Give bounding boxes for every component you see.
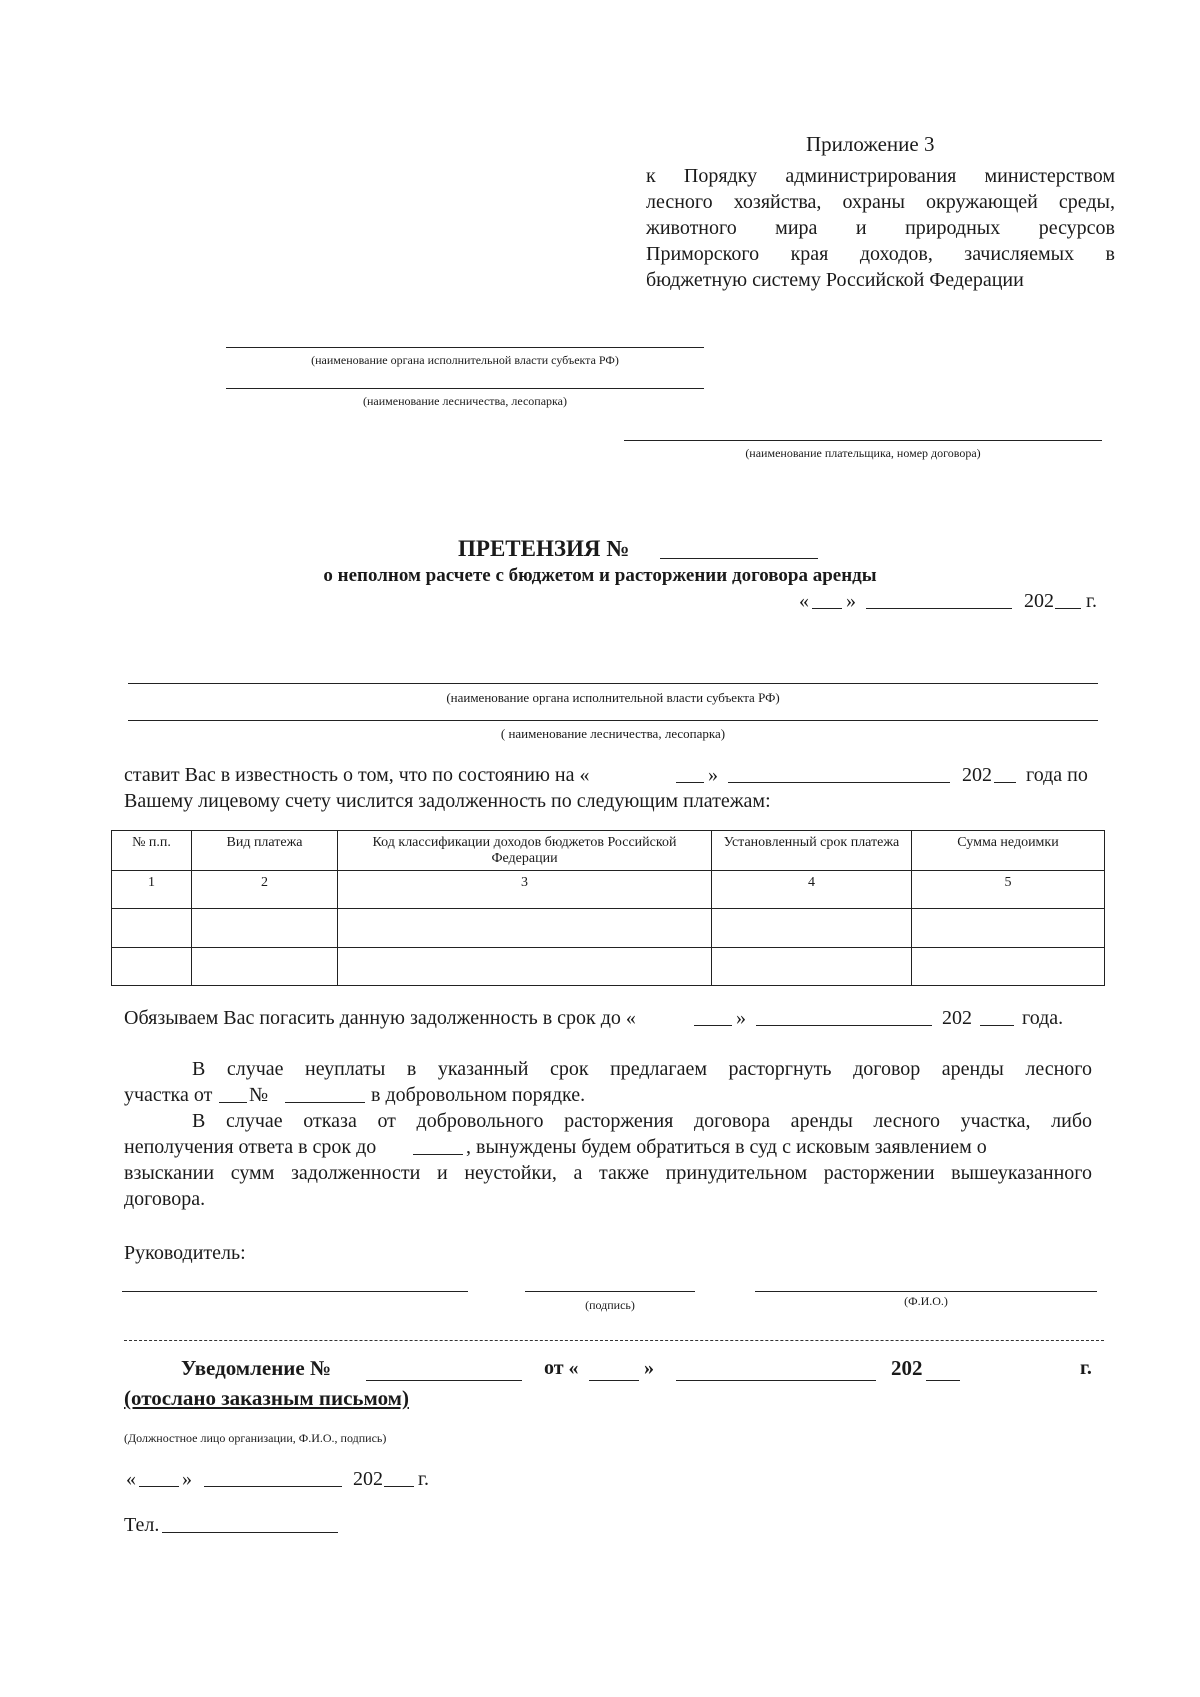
paragraph-2-part-1: неполучения ответа в срок до <box>124 1136 377 1158</box>
notice-year-suffix: г. <box>1080 1357 1092 1379</box>
header-budget-code: Код классификации доходов бюджетов Российской Федерации <box>338 831 712 871</box>
paragraph-2-line-1: В случае отказа от добровольного расторжения договора аренды лесного участка, либо <box>192 1110 1092 1132</box>
notice-close: » <box>644 1357 654 1379</box>
head-label: Руководитель: <box>124 1242 246 1264</box>
table-cell[interactable] <box>192 948 338 986</box>
column-number-1: 1 <box>112 871 192 909</box>
intro-part-1: ставит Вас в известность о том, что по состоянию на « <box>124 764 590 786</box>
table-cell[interactable] <box>192 909 338 948</box>
signature-caption: (подпись) <box>585 1298 635 1312</box>
column-number-4: 4 <box>712 871 912 909</box>
header-payment-type: Вид платежа <box>192 831 338 871</box>
notice-day-line[interactable] <box>589 1380 639 1381</box>
paragraph-1-part-1: участка от <box>124 1084 213 1106</box>
claim-date-year-suffix: г. <box>1086 590 1097 612</box>
appendix-title: Приложение 3 <box>806 132 935 156</box>
notice-date-suffix: г. <box>418 1468 429 1490</box>
authority-name-caption: (наименование органа исполнительной власти субъекта РФ) <box>311 353 619 367</box>
paragraph-2-line-3: взыскании сумм задолженности и неустойки, а также принудительном расторжении вышеуказанного <box>124 1162 1092 1184</box>
sender-forestry-caption: ( наименование лесничества, лесопарка) <box>500 726 726 741</box>
claim-subtitle: о неполном расчете с бюджетом и расторжении договора аренды <box>323 565 877 586</box>
debt-table <box>111 830 1105 986</box>
header-arrears-amount: Сумма недоимки <box>912 831 1105 871</box>
table-cell[interactable] <box>338 909 712 948</box>
claim-date-open: « <box>799 590 809 612</box>
header-due-date: Установленный срок платежа <box>712 831 912 871</box>
notice-year: 202 <box>891 1356 923 1380</box>
intro-day-line[interactable] <box>676 782 704 783</box>
payer-name-caption: (наименование плательщика, номер договора) <box>745 446 981 460</box>
sender-authority-caption: (наименование органа исполнительной власти субъекта РФ) <box>446 690 780 705</box>
cut-line-separator <box>124 1340 1104 1341</box>
head-position-line[interactable] <box>122 1291 468 1292</box>
notice-from: от « <box>544 1357 579 1379</box>
notice-date-month-line[interactable] <box>204 1486 342 1487</box>
appendix-line-5: бюджетную систему Российской Федерации <box>646 269 1024 291</box>
table-column-numbers-row <box>112 871 1105 909</box>
obligation-year-line[interactable] <box>980 1025 1014 1026</box>
phone-label: Тел. <box>124 1514 160 1536</box>
claim-number-line[interactable] <box>660 558 818 559</box>
table-row <box>112 909 1105 948</box>
contract-date-line[interactable] <box>219 1102 247 1103</box>
table-header-row <box>112 831 1105 871</box>
full-name-line[interactable] <box>755 1291 1097 1292</box>
header-number: № п.п. <box>112 831 192 871</box>
column-number-2: 2 <box>192 871 338 909</box>
sender-authority-line[interactable] <box>128 683 1098 684</box>
notice-sent-note: (отослано заказным письмом) <box>124 1386 409 1410</box>
claim-date-close: » <box>846 590 856 612</box>
claim-date-year-line[interactable] <box>1055 608 1081 609</box>
table-cell[interactable] <box>112 948 192 986</box>
notice-month-line[interactable] <box>676 1380 876 1381</box>
notice-number-line[interactable] <box>366 1380 522 1381</box>
table-cell[interactable] <box>112 909 192 948</box>
intro-year: 202 <box>962 764 992 786</box>
payer-name-line[interactable] <box>624 440 1102 441</box>
paragraph-2-line-4: договора. <box>124 1188 206 1210</box>
contract-number-line[interactable] <box>285 1102 365 1103</box>
obligation-month-line[interactable] <box>756 1025 932 1026</box>
obligation-part-4: года. <box>1022 1007 1064 1029</box>
notice-date-year-line[interactable] <box>384 1486 414 1487</box>
obligation-part-1: Обязываем Вас погасить данную задолженность в срок до « <box>124 1007 636 1029</box>
appendix-line-4: Приморского края доходов, зачисляемых в <box>646 243 1115 265</box>
full-name-caption: (Ф.И.О.) <box>904 1294 948 1308</box>
sender-forestry-line[interactable] <box>128 720 1098 721</box>
table-cell[interactable] <box>712 909 912 948</box>
notice-label: Уведомление № <box>181 1356 332 1380</box>
table-row <box>112 948 1105 986</box>
obligation-year: 202 <box>942 1007 972 1029</box>
forestry-name-caption: (наименование лесничества, лесопарка) <box>362 394 568 408</box>
notice-date-open: « <box>126 1468 136 1490</box>
paragraph-1-line-1: В случае неуплаты в указанный срок предлагаем расторгнуть договор аренды лесного <box>192 1058 1092 1080</box>
claim-date-month-line[interactable] <box>866 608 1012 609</box>
column-number-5: 5 <box>912 871 1105 909</box>
table-cell[interactable] <box>338 948 712 986</box>
obligation-day-line[interactable] <box>694 1025 732 1026</box>
phone-line[interactable] <box>162 1532 338 1533</box>
intro-month-line[interactable] <box>728 782 950 783</box>
intro-part-4: года по <box>1026 764 1088 786</box>
authority-name-line[interactable] <box>226 347 704 348</box>
signature-line[interactable] <box>525 1291 695 1292</box>
column-number-3: 3 <box>338 871 712 909</box>
intro-line-2: Вашему лицевому счету числится задолженность по следующим платежам: <box>124 790 771 812</box>
intro-part-2: » <box>708 764 718 786</box>
notice-year-line[interactable] <box>926 1380 960 1381</box>
appendix-line-1: к Порядку администрирования министерством <box>646 165 1115 187</box>
paragraph-1-part-3: в добровольном порядке. <box>371 1084 586 1106</box>
table-cell[interactable] <box>712 948 912 986</box>
paragraph-2-part-2: , вынуждены будем обратиться в суд с исковым заявлением о <box>466 1136 987 1158</box>
forestry-name-line[interactable] <box>226 388 704 389</box>
claim-date-day-line[interactable] <box>812 608 842 609</box>
appendix-line-2: лесного хозяйства, охраны окружающей среды, <box>646 191 1115 213</box>
notice-date-day-line[interactable] <box>139 1486 179 1487</box>
response-deadline-line[interactable] <box>413 1154 463 1155</box>
intro-year-line[interactable] <box>994 782 1016 783</box>
appendix-line-3: животного мира и природных ресурсов <box>646 217 1115 239</box>
paragraph-1-part-2: № <box>249 1084 269 1106</box>
notice-date-year: 202 <box>353 1468 383 1490</box>
table-cell[interactable] <box>912 909 1105 948</box>
official-caption: (Должностное лицо организации, Ф.И.О., подпись) <box>124 1431 387 1445</box>
claim-date-year: 202 <box>1024 590 1054 612</box>
table-cell[interactable] <box>912 948 1105 986</box>
notice-date-close: » <box>182 1468 192 1490</box>
obligation-part-2: » <box>736 1007 746 1029</box>
claim-title: ПРЕТЕНЗИЯ № <box>458 536 630 561</box>
